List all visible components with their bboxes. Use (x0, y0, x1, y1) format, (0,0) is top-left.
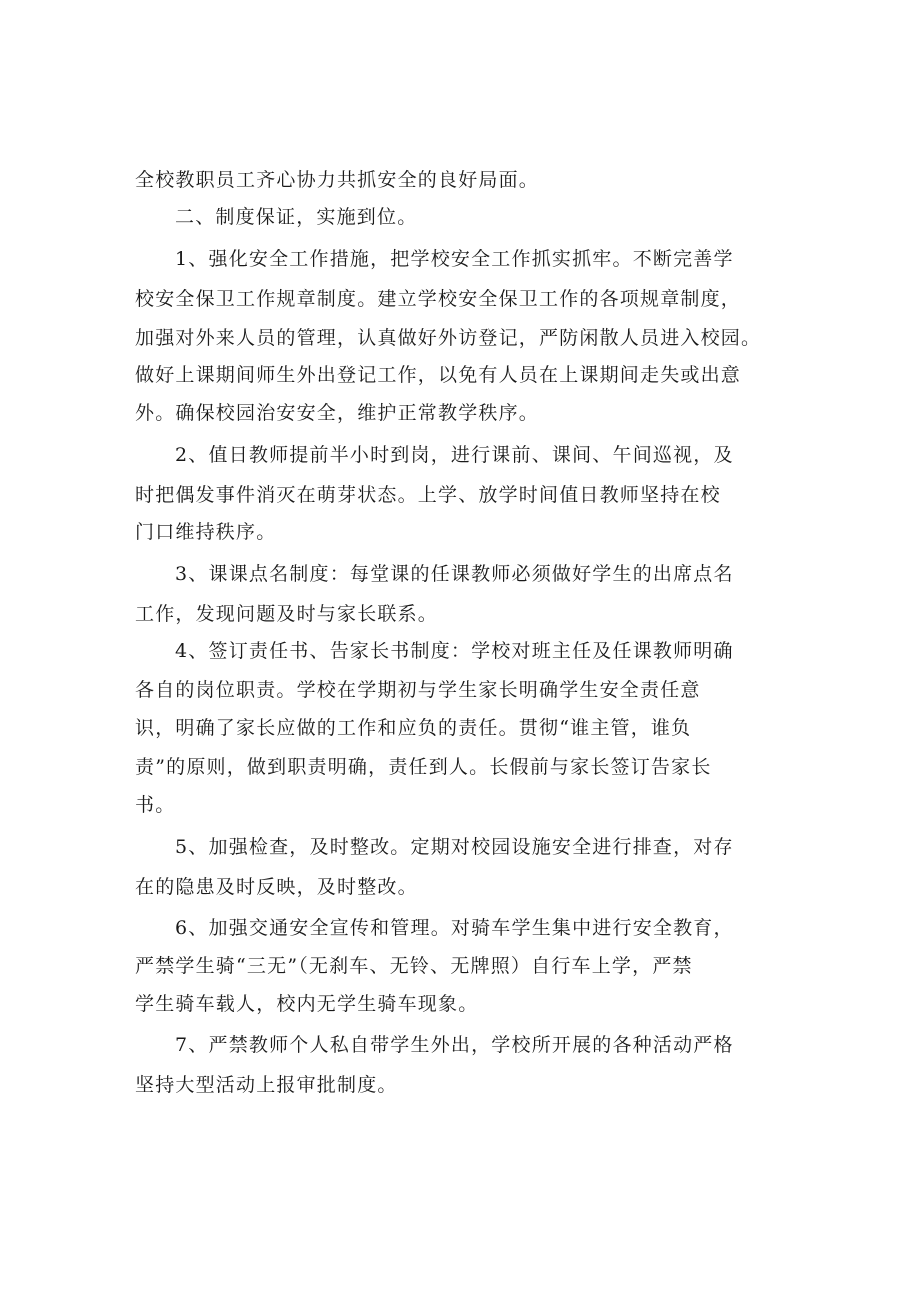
text-line: 识，明确了家长应做的工作和应负的责任。贯彻“谁主管，谁负 (135, 717, 692, 739)
text-line: 坚持大型活动上报审批制度。 (135, 1074, 398, 1096)
text-line: 工作，发现问题及时与家长联系。 (135, 603, 439, 625)
text-line: 3、课课点名制度：每堂课的任课教师必须做好学生的出席点名 (175, 563, 734, 585)
text-line: 学生骑车载人，校内无学生骑车现象。 (135, 993, 479, 1015)
text-line: 6、加强交通安全宣传和管理。对骑车学生集中进行安全教育， (175, 917, 734, 939)
text-line: 各自的岗位职责。学校在学期初与学生家长明确学生安全责任意 (135, 679, 701, 701)
text-line: 5、加强检查，及时整改。定期对校园设施安全进行排查，对存 (175, 836, 734, 858)
text-line: 做好上课期间师生外出登记工作，以免有人员在上课期间走失或出意 (135, 364, 742, 386)
text-line: 7、严禁教师个人私自带学生外出，学校所开展的各种活动严格 (175, 1034, 734, 1056)
text-line: 2、值日教师提前半小时到岗，进行课前、课间、午间巡视，及 (175, 444, 734, 466)
section-heading: 二、制度保证，实施到位。 (175, 206, 418, 228)
text-line: 校安全保卫工作规章制度。建立学校安全保卫工作的各项规章制度， (135, 288, 742, 310)
text-line: 责”的原则，做到职责明确，责任到人。长假前与家长签订告家长 (135, 756, 712, 778)
text-line: 4、签订责任书、告家长书制度：学校对班主任及任课教师明确 (175, 640, 734, 662)
text-line: 在的隐患及时反映，及时整改。 (135, 876, 418, 898)
text-line: 1、强化安全工作措施，把学校安全工作抓实抓牢。不断完善学 (175, 248, 734, 270)
text-line: 门口维持秩序。 (135, 521, 277, 543)
text-line: 严禁学生骑“三无”（无刹车、无铃、无牌照）自行车上学，严禁 (135, 955, 693, 977)
text-line: 加强对外来人员的管理，认真做好外访登记，严防闲散人员进入校园。 (135, 327, 762, 349)
text-line: 书。 (135, 794, 176, 816)
text-line: 外。确保校园治安安全，维护正常教学秩序。 (135, 402, 540, 424)
text-line: 时把偶发事件消灭在萌芽状态。上学、放学时间值日教师坚持在校 (135, 484, 721, 506)
text-line: 全校教职员工齐心协力共抓安全的良好局面。 (135, 169, 540, 191)
